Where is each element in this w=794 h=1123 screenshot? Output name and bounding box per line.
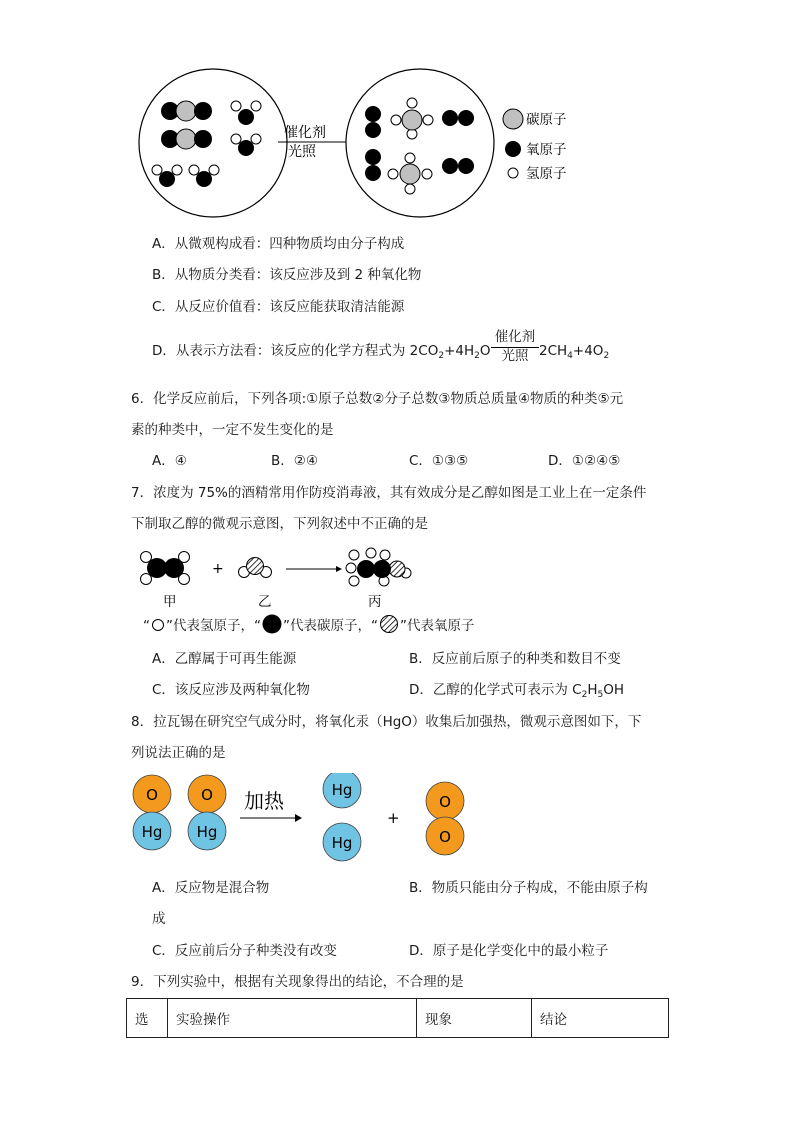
hydrogen-atom [391, 115, 401, 125]
hydrogen-atom [349, 576, 359, 586]
reactants-circle [139, 69, 287, 217]
oxygen-atom [365, 106, 381, 122]
arrow-head [295, 814, 302, 822]
carbon-atom [402, 110, 422, 130]
legend-oxygen-icon [378, 614, 400, 634]
q8-option-c[interactable]: C．反应前后分子种类没有改变 [152, 943, 337, 959]
light-label: 光照 [288, 144, 316, 160]
carbon-atom [357, 560, 375, 578]
oxygen-atom [442, 158, 458, 174]
legend-carbon-icon [261, 614, 283, 634]
q7-reaction-diagram [136, 545, 426, 609]
mercury-atom-label: Hg [196, 823, 218, 841]
legend-carbon-label: 碳原子 [526, 112, 567, 128]
q6-option-b[interactable]: B．②④ [271, 453, 318, 469]
equation-catalyst: 催化剂 [494, 329, 536, 345]
oxygen-atom [238, 109, 254, 125]
hydrogen-atom [152, 165, 162, 175]
carbon-atom [176, 101, 196, 121]
carbon-atom [164, 558, 184, 578]
oxygen-atom [365, 122, 381, 138]
hydrogen-atom [366, 548, 376, 558]
plus-sign: + [387, 809, 400, 827]
legend-hydrogen-icon [150, 618, 166, 632]
q7-stem-line1: 7．浓度为 75%的酒精常用作防疫消毒液，其有效成分是乙醇如图是工业上在一定条件 [131, 485, 647, 501]
equation-light: 光照 [501, 348, 529, 364]
q8-stem-line2: 列说法正确的是 [131, 745, 226, 761]
mercury-atom-label: Hg [331, 781, 353, 799]
hydrogen-atom [423, 115, 433, 125]
q5-option-a[interactable]: A．从微观构成看：四种物质均由分子构成 [152, 236, 405, 252]
oxygen-atom-label: O [146, 786, 158, 804]
q8-option-b-wrap: 成 [152, 911, 166, 927]
hydrogen-atom [251, 101, 261, 111]
arrow-head [336, 566, 342, 572]
oxygen-atom [389, 561, 405, 577]
oxygen-atom [196, 171, 212, 187]
legend-hydrogen-icon [508, 168, 518, 178]
oxygen-atom-label: O [439, 793, 451, 811]
q8-option-a[interactable]: A．反应物是混合物 [152, 880, 270, 896]
oxygen-atom [194, 130, 212, 148]
q8-stem-line1: 8．拉瓦锡在研究空气成分时，将氧化汞（HgO）收集后加强热，微观示意图如下，下 [131, 714, 642, 730]
hydrogen-atom [388, 169, 398, 179]
legend-oxygen-label: 氧原子 [526, 142, 567, 158]
oxygen-atom [365, 149, 381, 165]
plus-sign: + [212, 561, 224, 577]
q8-option-d[interactable]: D．原子是化学变化中的最小粒子 [409, 943, 609, 959]
hydrogen-atom [346, 563, 356, 573]
label-bing: 丙 [368, 594, 382, 609]
q5-option-c[interactable]: C．从反应价值看：该反应能获取清洁能源 [152, 299, 405, 315]
carbon-atom [373, 560, 391, 578]
hydrogen-atom [141, 552, 152, 563]
legend-hydrogen-label: 氢原子 [526, 166, 567, 182]
mercury-atom-label: Hg [331, 834, 353, 852]
q6-stem-line2: 素的种类中，一定不发生变化的是 [131, 422, 334, 438]
hydrogen-atom [141, 574, 152, 585]
q8-reaction-diagram [130, 773, 480, 865]
label-jia: 甲 [163, 594, 177, 609]
hydrogen-atom [407, 98, 417, 108]
mercury-atom-label: Hg [141, 823, 163, 841]
carbon-atom [176, 129, 196, 149]
q7-legend: “ ”代表氢原子，“ ”代表碳原子，“ ”代表氧原子 [143, 614, 475, 635]
q6-option-d[interactable]: D．①②④⑤ [548, 453, 621, 469]
q5-equation-products: $2CH_4+4O_2$ [539, 343, 610, 361]
oxygen-atom [458, 110, 474, 126]
catalyst-label: 催化剂 [284, 125, 326, 141]
table-header-cell: 实验操作 [168, 999, 417, 1038]
legend-oxygen-icon [505, 141, 521, 157]
q7-stem-line2: 下制取乙醇的微观示意图，下列叙述中不正确的是 [131, 516, 428, 532]
hydrogen-atom [380, 550, 390, 560]
legend-carbon-icon [503, 109, 523, 129]
hydrogen-atom [349, 550, 359, 560]
carbon-atom [400, 164, 420, 184]
hydrogen-atom [405, 184, 415, 194]
products-circle [346, 69, 494, 217]
q7-option-a[interactable]: A．乙醇属于可再生能源 [152, 651, 297, 667]
q6-option-a[interactable]: A．④ [152, 453, 187, 469]
oxygen-atom [442, 110, 458, 126]
hydrogen-atom [231, 101, 241, 111]
oxygen-atom [365, 165, 381, 181]
oxygen-atom [458, 158, 474, 174]
q7-option-c[interactable]: C．该反应涉及两种氧化物 [152, 682, 310, 698]
heat-label: 加热 [244, 789, 284, 813]
label-yi: 乙 [258, 594, 272, 609]
q9-stem-line1: 9．下列实验中，根据有关现象得出的结论，不合理的是 [131, 974, 464, 990]
q7-option-d[interactable]: D．乙醇的化学式可表示为 $C_2H_5OH$ [409, 682, 625, 700]
hydrogen-atom [405, 153, 415, 163]
q6-stem-line1: 6．化学反应前后，下列各项:①原子总数②分子总数③物质总质量④物质的种类⑤元 [131, 391, 624, 407]
table-header-cell: 现象 [417, 999, 532, 1038]
q5-option-d[interactable]: D．从表示方法看：该反应的化学方程式为 $2CO_2+4H_2O$ [152, 343, 491, 361]
q8-option-b[interactable]: B．物质只能由分子构成，不能由原子构 [409, 880, 648, 896]
hydrogen-atom [172, 165, 182, 175]
oxygen-atom [194, 102, 212, 120]
q5-option-b[interactable]: B．从物质分类看：该反应涉及到 2 种氧化物 [152, 267, 422, 283]
q7-option-b[interactable]: B．反应前后原子的种类和数目不变 [409, 651, 621, 667]
hydrogen-atom [422, 169, 432, 179]
oxygen-atom-label: O [439, 828, 451, 846]
table-header-cell: 结论 [532, 999, 669, 1038]
table-header-cell: 选 [127, 999, 168, 1038]
oxygen-atom [247, 558, 264, 575]
oxygen-atom [159, 171, 175, 187]
oxygen-atom-label: O [201, 786, 213, 804]
q5-reaction-diagram [130, 68, 590, 228]
q6-option-c[interactable]: C．①③⑤ [409, 453, 469, 469]
hydrogen-atom [251, 134, 261, 144]
hydrogen-atom [209, 165, 219, 175]
table-header-row [127, 999, 669, 1038]
q9-table [126, 998, 669, 1038]
q5-equation-condition [491, 329, 539, 364]
hydrogen-atom [231, 134, 241, 144]
oxygen-atom [238, 140, 254, 156]
hydrogen-atom [189, 165, 199, 175]
